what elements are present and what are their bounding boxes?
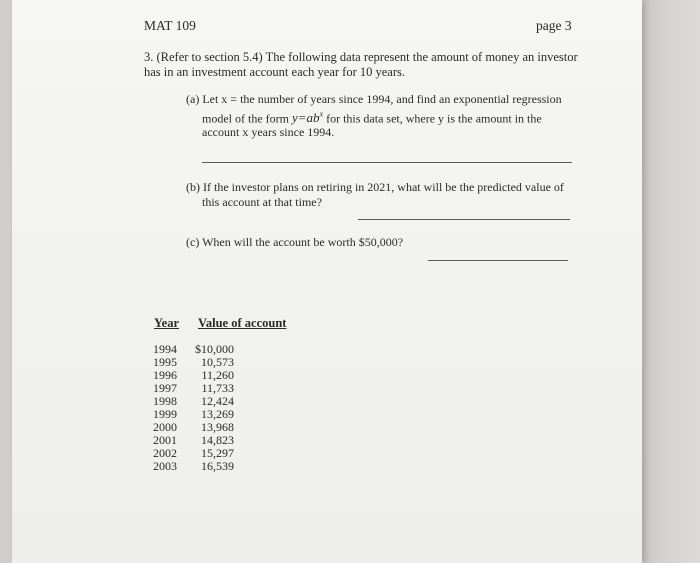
year-cell: 1995 [153,355,177,369]
part-a-line-3: account x years since 1994. [202,125,335,139]
table-header-year: Year [154,316,179,330]
value-cell: 15,297 [201,446,234,460]
question-text-line-2: has in an investment account each year for 10 years. [144,65,406,79]
part-a-line-2-post: for this data set, where y is the amount in the [323,111,542,126]
part-a-line-2-pre: model of the form [202,111,292,126]
part-a-line-2 [202,110,542,126]
year-cell: 2003 [153,459,177,473]
formula-exponent: x [319,110,324,119]
part-a-line-1: (a) Let x = the number of years since 1994, and find an exponential regression [186,92,562,106]
year-cell: 2001 [153,433,177,447]
year-cell: 1997 [153,381,177,395]
regression-formula [292,110,323,125]
table-header-value: Value of account [198,316,287,330]
answer-line-b[interactable] [358,219,570,220]
year-cell: 1994 [153,342,177,356]
formula-base: y=ab [291,110,320,126]
value-cell: 13,269 [201,407,234,421]
value-cell: 12,424 [201,394,234,408]
value-cell: 11,260 [201,368,234,382]
question-text-line-1: 3. (Refer to section 5.4) The following data represent the amount of money an investor [144,50,578,64]
value-cell: 11,733 [201,381,234,395]
background-surface [642,0,700,563]
worksheet-page [12,0,642,563]
value-cell: 13,968 [201,420,234,434]
value-cell: 10,573 [201,355,234,369]
year-cell: 1998 [153,394,177,408]
answer-line-a[interactable] [202,162,572,163]
part-b-line-2: this account at that time? [202,195,322,209]
page-number: page 3 [536,18,572,33]
year-cell: 1996 [153,368,177,382]
part-c-line-1: (c) When will the account be worth $50,000? [186,235,404,249]
year-cell: 2000 [153,420,177,434]
value-cell: 16,539 [201,459,234,473]
value-cell: 14,823 [201,433,234,447]
year-cell: 2002 [153,446,177,460]
answer-line-c[interactable] [428,260,568,261]
course-code: MAT 109 [144,18,196,33]
value-cell: $10,000 [195,342,234,356]
year-cell: 1999 [153,407,177,421]
part-b-line-1: (b) If the investor plans on retiring in 2021, what will be the predicted value of [186,180,564,194]
